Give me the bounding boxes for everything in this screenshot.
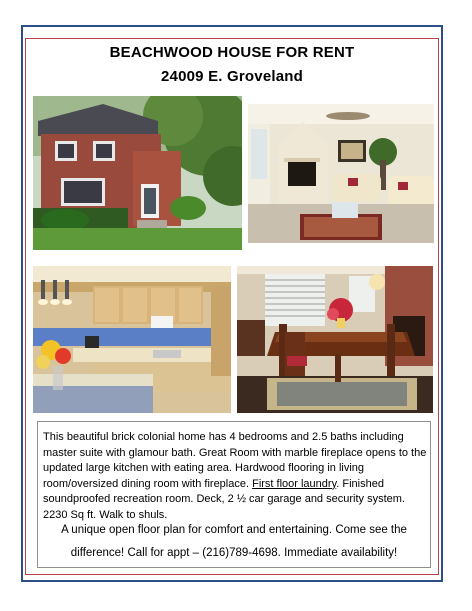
flyer-title: BEACHWOOD HOUSE FOR RENT	[109, 44, 355, 61]
house-exterior-photo	[33, 96, 242, 250]
great-room-photo	[248, 104, 434, 243]
tagline-line1: A unique open floor plan for comfort and entertaining. Come see the	[61, 524, 407, 536]
flyer-address: 24009 E. Groveland	[160, 68, 303, 85]
tagline-line2: difference! Call for appt – (216)789-4698. Immediate availability!	[70, 547, 398, 559]
property-description	[43, 430, 431, 523]
kitchen-photo	[33, 266, 231, 413]
dining-room-photo	[237, 266, 433, 413]
description-part1: This beautiful brick colonial home has 4 bedrooms and 2.5 baths including master suite with glamour bath. Great Room with marble fireplace opens to the updated large kitchen with eating area. Hardwood flooring in living room/oversized dining room with fireplace.	[43, 431, 427, 490]
laundry-text: First floor laundry	[252, 477, 337, 490]
description-part2: . Finished soundproofed recreation room. Deck, 2 ½ car garage and security system. 2230 Sq ft. Walk to shuls.	[43, 477, 405, 521]
